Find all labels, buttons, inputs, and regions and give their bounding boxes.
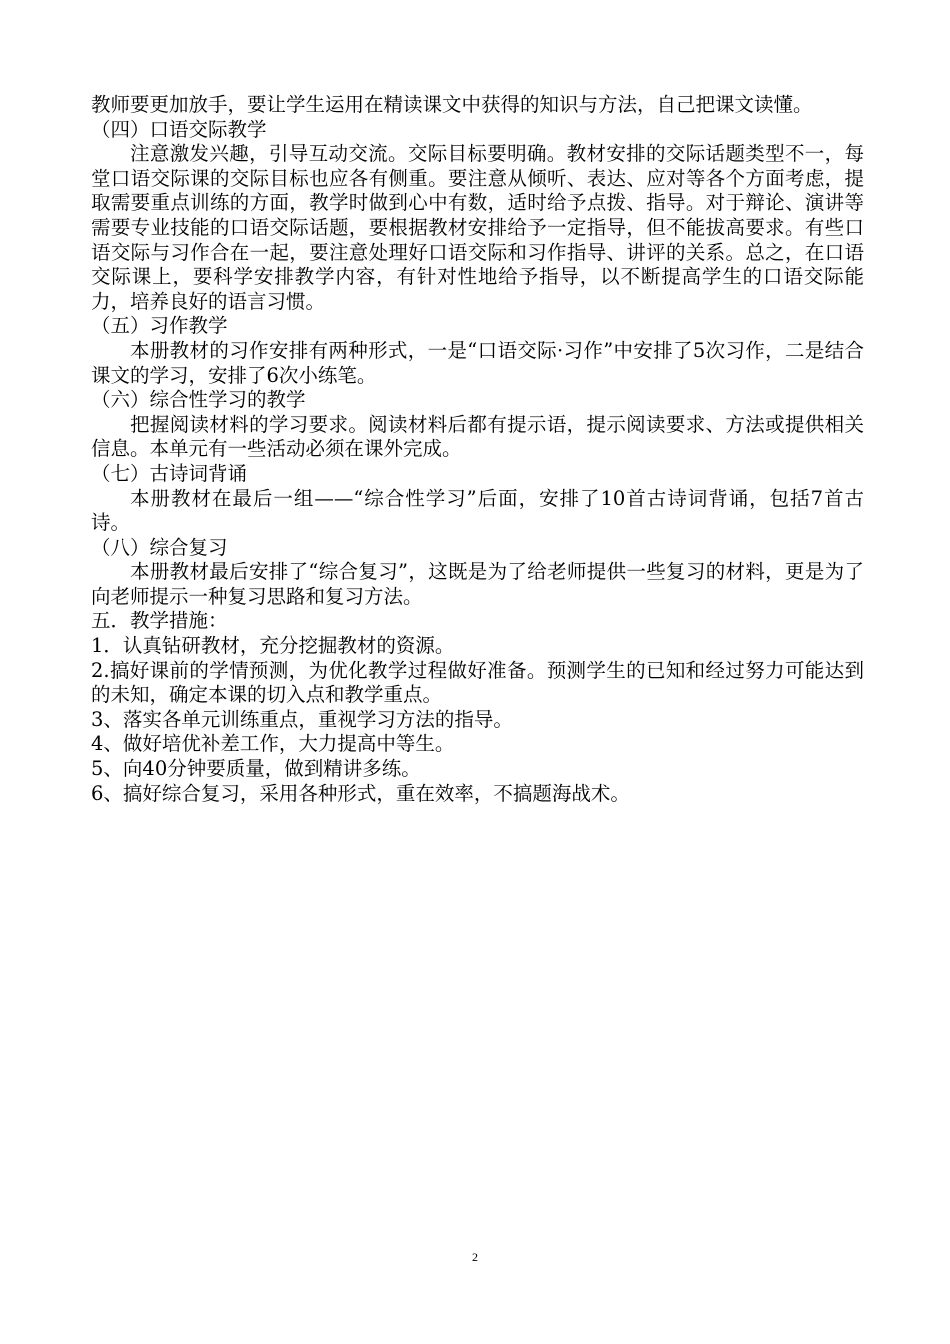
section-body-review: 本册教材最后安排了“综合复习”，这既是为了给老师提供一些复习的材料，更是为了向老师提示一种复习思路和复习方法。 [91, 560, 864, 608]
measures-heading: 五．教学措施： [91, 609, 228, 633]
measure-item: 2.搞好课前的学情预测，为优化教学过程做好准备。预测学生的已知和经过努力可能达到的未知，确定本课的切入点和教学重点。 [91, 658, 864, 707]
section-body-speaking: 注意激发兴趣，引导互动交流。交际目标要明确。教材安排的交际话题类型不一，每堂口语交际课的交际目标也应各有侧重。要注意从倾听、表达、应对等各个方面考虑，提取需要重点训练的方面，教学时做到心中有数，适时给予点拨、指导。对于辩论、演讲等需要专业技能的口语交际话题，要根据教材安排给予一定指导，但不能拔高要求。有些口语交际与习作合在一起，要注意处理好口语交际和习作指导、讲评的关系。总之，在口语交际课上，要科学安排教学内容，有针对性地给予指导，以不断提高学生的口语交际能力，培养良好的语言习惯。 [91, 142, 864, 313]
document-body [91, 93, 864, 806]
measure-item: 3、落实各单元训练重点，重视学习方法的指导。 [91, 707, 513, 731]
section-heading-poetry-recitation: （七）古诗词背诵 [91, 461, 248, 485]
section-heading-speaking: （四）口语交际教学 [91, 117, 267, 141]
measure-item: 1．认真钻研教材，充分挖掘教材的资源。 [91, 634, 455, 658]
section-body-integrated-learning: 把握阅读材料的学习要求。阅读材料后都有提示语，提示阅读要求、方法或提供相关信息。本单元有一些活动必须在课外完成。 [91, 412, 864, 461]
measure-item: 4、做好培优补差工作，大力提高中等生。 [91, 732, 455, 756]
measure-item: 6、搞好综合复习，采用各种形式，重在效率，不搞题海战术。 [91, 781, 630, 805]
section-heading-writing: （五）习作教学 [91, 314, 228, 338]
section-heading-review: （八）综合复习 [91, 535, 228, 559]
intro-paragraph: 教师要更加放手，要让学生运用在精读课文中获得的知识与方法，自己把课文读懂。 [91, 93, 813, 116]
section-heading-integrated-learning: （六）综合性学习的教学 [91, 388, 306, 412]
page-number: 2 [472, 1250, 478, 1264]
section-body-poetry-recitation: 本册教材在最后一组——“综合性学习”后面，安排了10首古诗词背诵，包括7首古诗。 [91, 486, 864, 535]
measure-item: 5、向40分钟要质量，做到精讲多练。 [91, 757, 421, 781]
section-body-writing: 本册教材的习作安排有两种形式，一是“口语交际·习作”中安排了5次习作，二是结合课文的学习，安排了6次小练笔。 [91, 338, 864, 387]
